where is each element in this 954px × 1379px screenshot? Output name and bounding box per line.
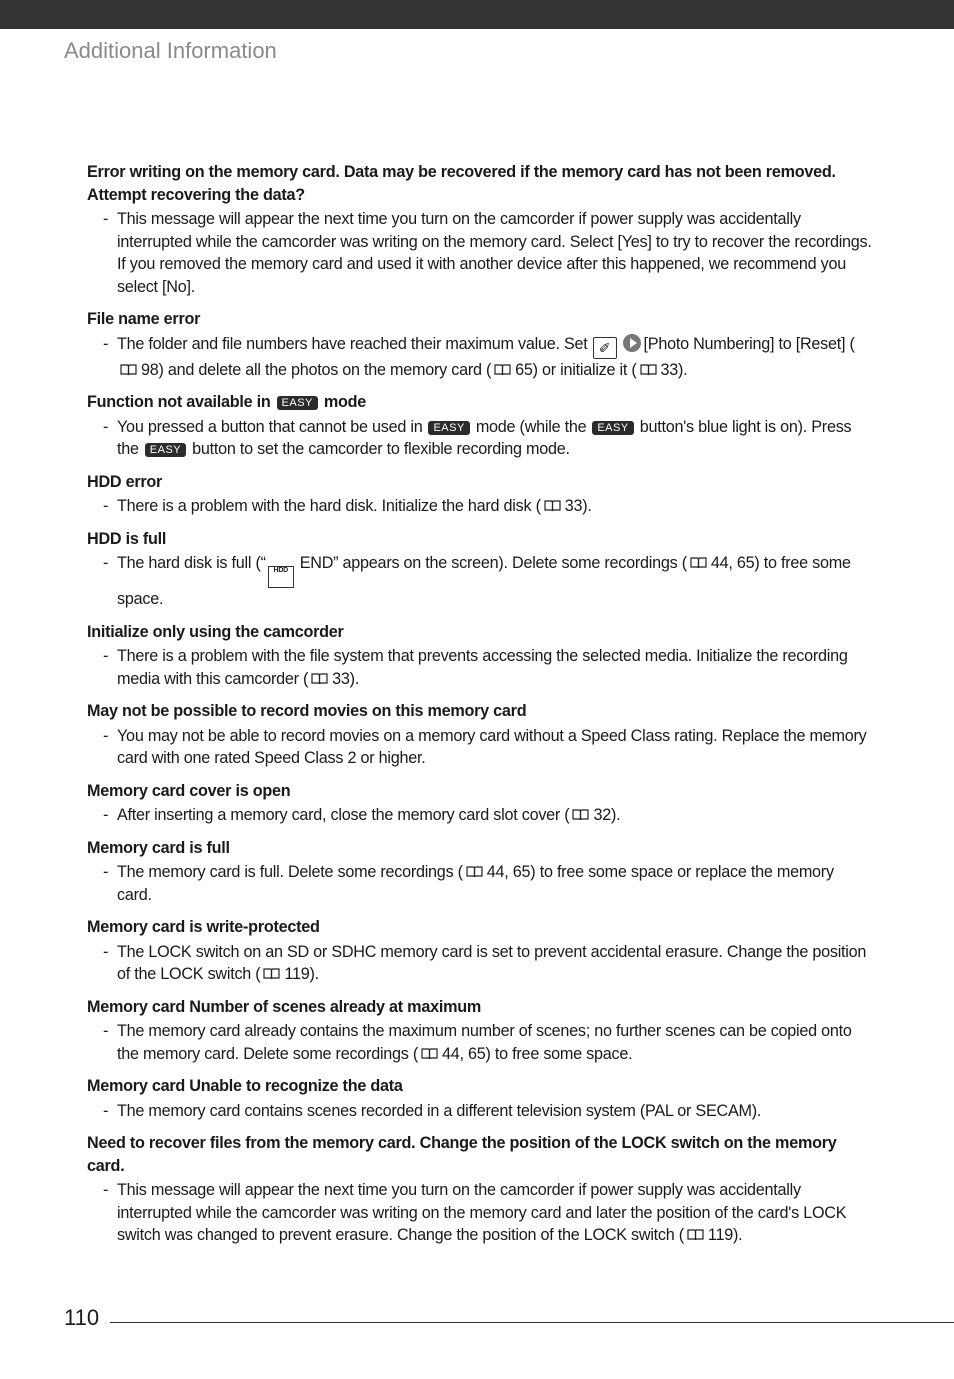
entry-description: - The folder and file numbers have reached their maximum value. Set ✐ [Photo Numbering] to [Reset] (98) and delete all the photos on the memory card ( 65) or initialize it ( 33). bbox=[103, 334, 855, 379]
footer-rule bbox=[110, 1322, 954, 1323]
entry-heading: Memory card cover is open bbox=[87, 781, 291, 800]
entry-description: - The memory card is full. Delete some recordings ( 44, 65) to free some space or replace the memory card. bbox=[103, 863, 834, 904]
easy-mode-icon: EASY bbox=[145, 443, 186, 457]
entry-description: - You pressed a button that cannot be used in EASY mode (while the EASY button's blue light is on). Press the EASY button to set the camcorder to flexible recording mode. bbox=[103, 417, 852, 458]
dash: - bbox=[103, 1181, 109, 1199]
entry-initialize-only bbox=[87, 621, 872, 691]
entry-heading: Memory card Number of scenes already at maximum bbox=[87, 997, 481, 1016]
book-icon bbox=[263, 968, 280, 980]
entry-description: - This message will appear the next time you turn on the camcorder if power supply was accidentally interrupted while the camcorder was writing on the memory card. Select [Yes] to try to recover the recordings. If you removed the memory card and used it with another device after this happened, we recommend you select [No]. bbox=[103, 210, 872, 296]
entry-description: - The memory card contains scenes recorded in a different television system (PAL or SECAM). bbox=[87, 1100, 872, 1123]
entry-heading: Initialize only using the camcorder bbox=[87, 622, 344, 641]
book-icon bbox=[311, 673, 328, 685]
top-bar bbox=[0, 0, 954, 29]
dash: - bbox=[103, 863, 109, 881]
entry-hdd-error bbox=[87, 471, 872, 518]
book-icon bbox=[690, 557, 707, 569]
entry-cover-open bbox=[87, 780, 872, 827]
entry-description: - The memory card already contains the maximum number of scenes; no further scenes can be copied onto the memory card. Delete some recordings ( 44, 65) to free some space. bbox=[103, 1022, 852, 1063]
book-icon bbox=[466, 866, 483, 878]
easy-mode-icon: EASY bbox=[428, 421, 469, 435]
entry-heading: Need to recover files from the memory card. Change the position of the LOCK switch on the memory card. bbox=[87, 1134, 837, 1175]
dash: - bbox=[103, 942, 109, 961]
book-icon bbox=[494, 364, 511, 376]
entry-hdd-full bbox=[87, 528, 872, 611]
entry-description: - The hard disk is full (“ HDD END” appears on the screen). Delete some recordings ( 44, 65) to free some space. bbox=[103, 554, 851, 608]
hdd-full-icon: HDD bbox=[268, 566, 294, 588]
entry-write-protected bbox=[87, 916, 872, 986]
entry-heading: Memory card is full bbox=[87, 838, 230, 857]
entry-heading: File name error bbox=[87, 310, 201, 328]
entry-description: - You may not be able to record movies on a memory card without a Speed Class rating. Replace the memory card with one rated Speed Class 2 or higher. bbox=[103, 726, 867, 767]
book-icon bbox=[120, 364, 137, 376]
message-list bbox=[87, 161, 872, 1257]
entry-unable-to-recognize bbox=[87, 1075, 872, 1122]
easy-mode-icon: EASY bbox=[592, 421, 633, 435]
section-title: Additional Information bbox=[64, 38, 277, 63]
book-icon bbox=[544, 500, 561, 512]
entry-may-not-record bbox=[87, 700, 872, 770]
dash: - bbox=[103, 726, 109, 745]
entry-error-writing bbox=[87, 161, 872, 298]
dash: - bbox=[103, 647, 109, 665]
entry-need-to-recover bbox=[87, 1132, 872, 1247]
dash: - bbox=[103, 334, 109, 353]
entry-description: - There is a problem with the file system that prevents accessing the selected media. Initialize the recording media with this camcorder ( 33). bbox=[103, 647, 848, 688]
entry-description: - This message will appear the next time you turn on the camcorder if power supply was accidentally interrupted while the camcorder was writing on the memory card and later the position of the card's LOCK switch was changed to prevent erasure. Change the position of the LOCK switch ( 119). bbox=[103, 1181, 847, 1244]
dash: - bbox=[103, 554, 109, 572]
entry-heading: Function not available in EASY mode bbox=[87, 393, 367, 411]
dash: - bbox=[103, 497, 109, 515]
entry-heading: Memory card is write-protected bbox=[87, 918, 320, 936]
dash: - bbox=[103, 1101, 109, 1120]
camera-settings-icon: ✐ bbox=[593, 337, 617, 359]
page-number: 110 bbox=[64, 1305, 100, 1330]
entry-heading: May not be possible to record movies on this memory card bbox=[87, 702, 527, 720]
entry-card-full bbox=[87, 837, 872, 907]
book-icon bbox=[640, 364, 657, 376]
book-icon bbox=[687, 1229, 704, 1241]
entry-max-scenes bbox=[87, 996, 872, 1066]
easy-mode-icon: EASY bbox=[277, 396, 318, 410]
dash: - bbox=[103, 1022, 109, 1040]
entry-file-name-error bbox=[87, 308, 872, 381]
entry-heading: Memory card Unable to recognize the data bbox=[87, 1077, 403, 1095]
entry-heading: Error writing on the memory card. Data may be recovered if the memory card has not been removed. Attempt recovering the data? bbox=[87, 163, 836, 204]
entry-description: - After inserting a memory card, close the memory card slot cover ( 32). bbox=[87, 804, 872, 827]
book-icon bbox=[421, 1048, 438, 1060]
book-icon bbox=[572, 809, 589, 821]
play-menu-icon bbox=[623, 334, 641, 352]
entry-description: - The LOCK switch on an SD or SDHC memory card is set to prevent accidental erasure. Change the position of the LOCK switch ( 119). bbox=[103, 942, 867, 983]
entry-description: - There is a problem with the hard disk. Initialize the hard disk ( 33). bbox=[87, 495, 872, 518]
dash: - bbox=[103, 417, 109, 436]
entry-function-not-available bbox=[87, 391, 872, 461]
entry-heading: HDD is full bbox=[87, 529, 167, 548]
dash: - bbox=[103, 210, 109, 228]
entry-heading: HDD error bbox=[87, 472, 163, 491]
dash: - bbox=[103, 806, 109, 824]
